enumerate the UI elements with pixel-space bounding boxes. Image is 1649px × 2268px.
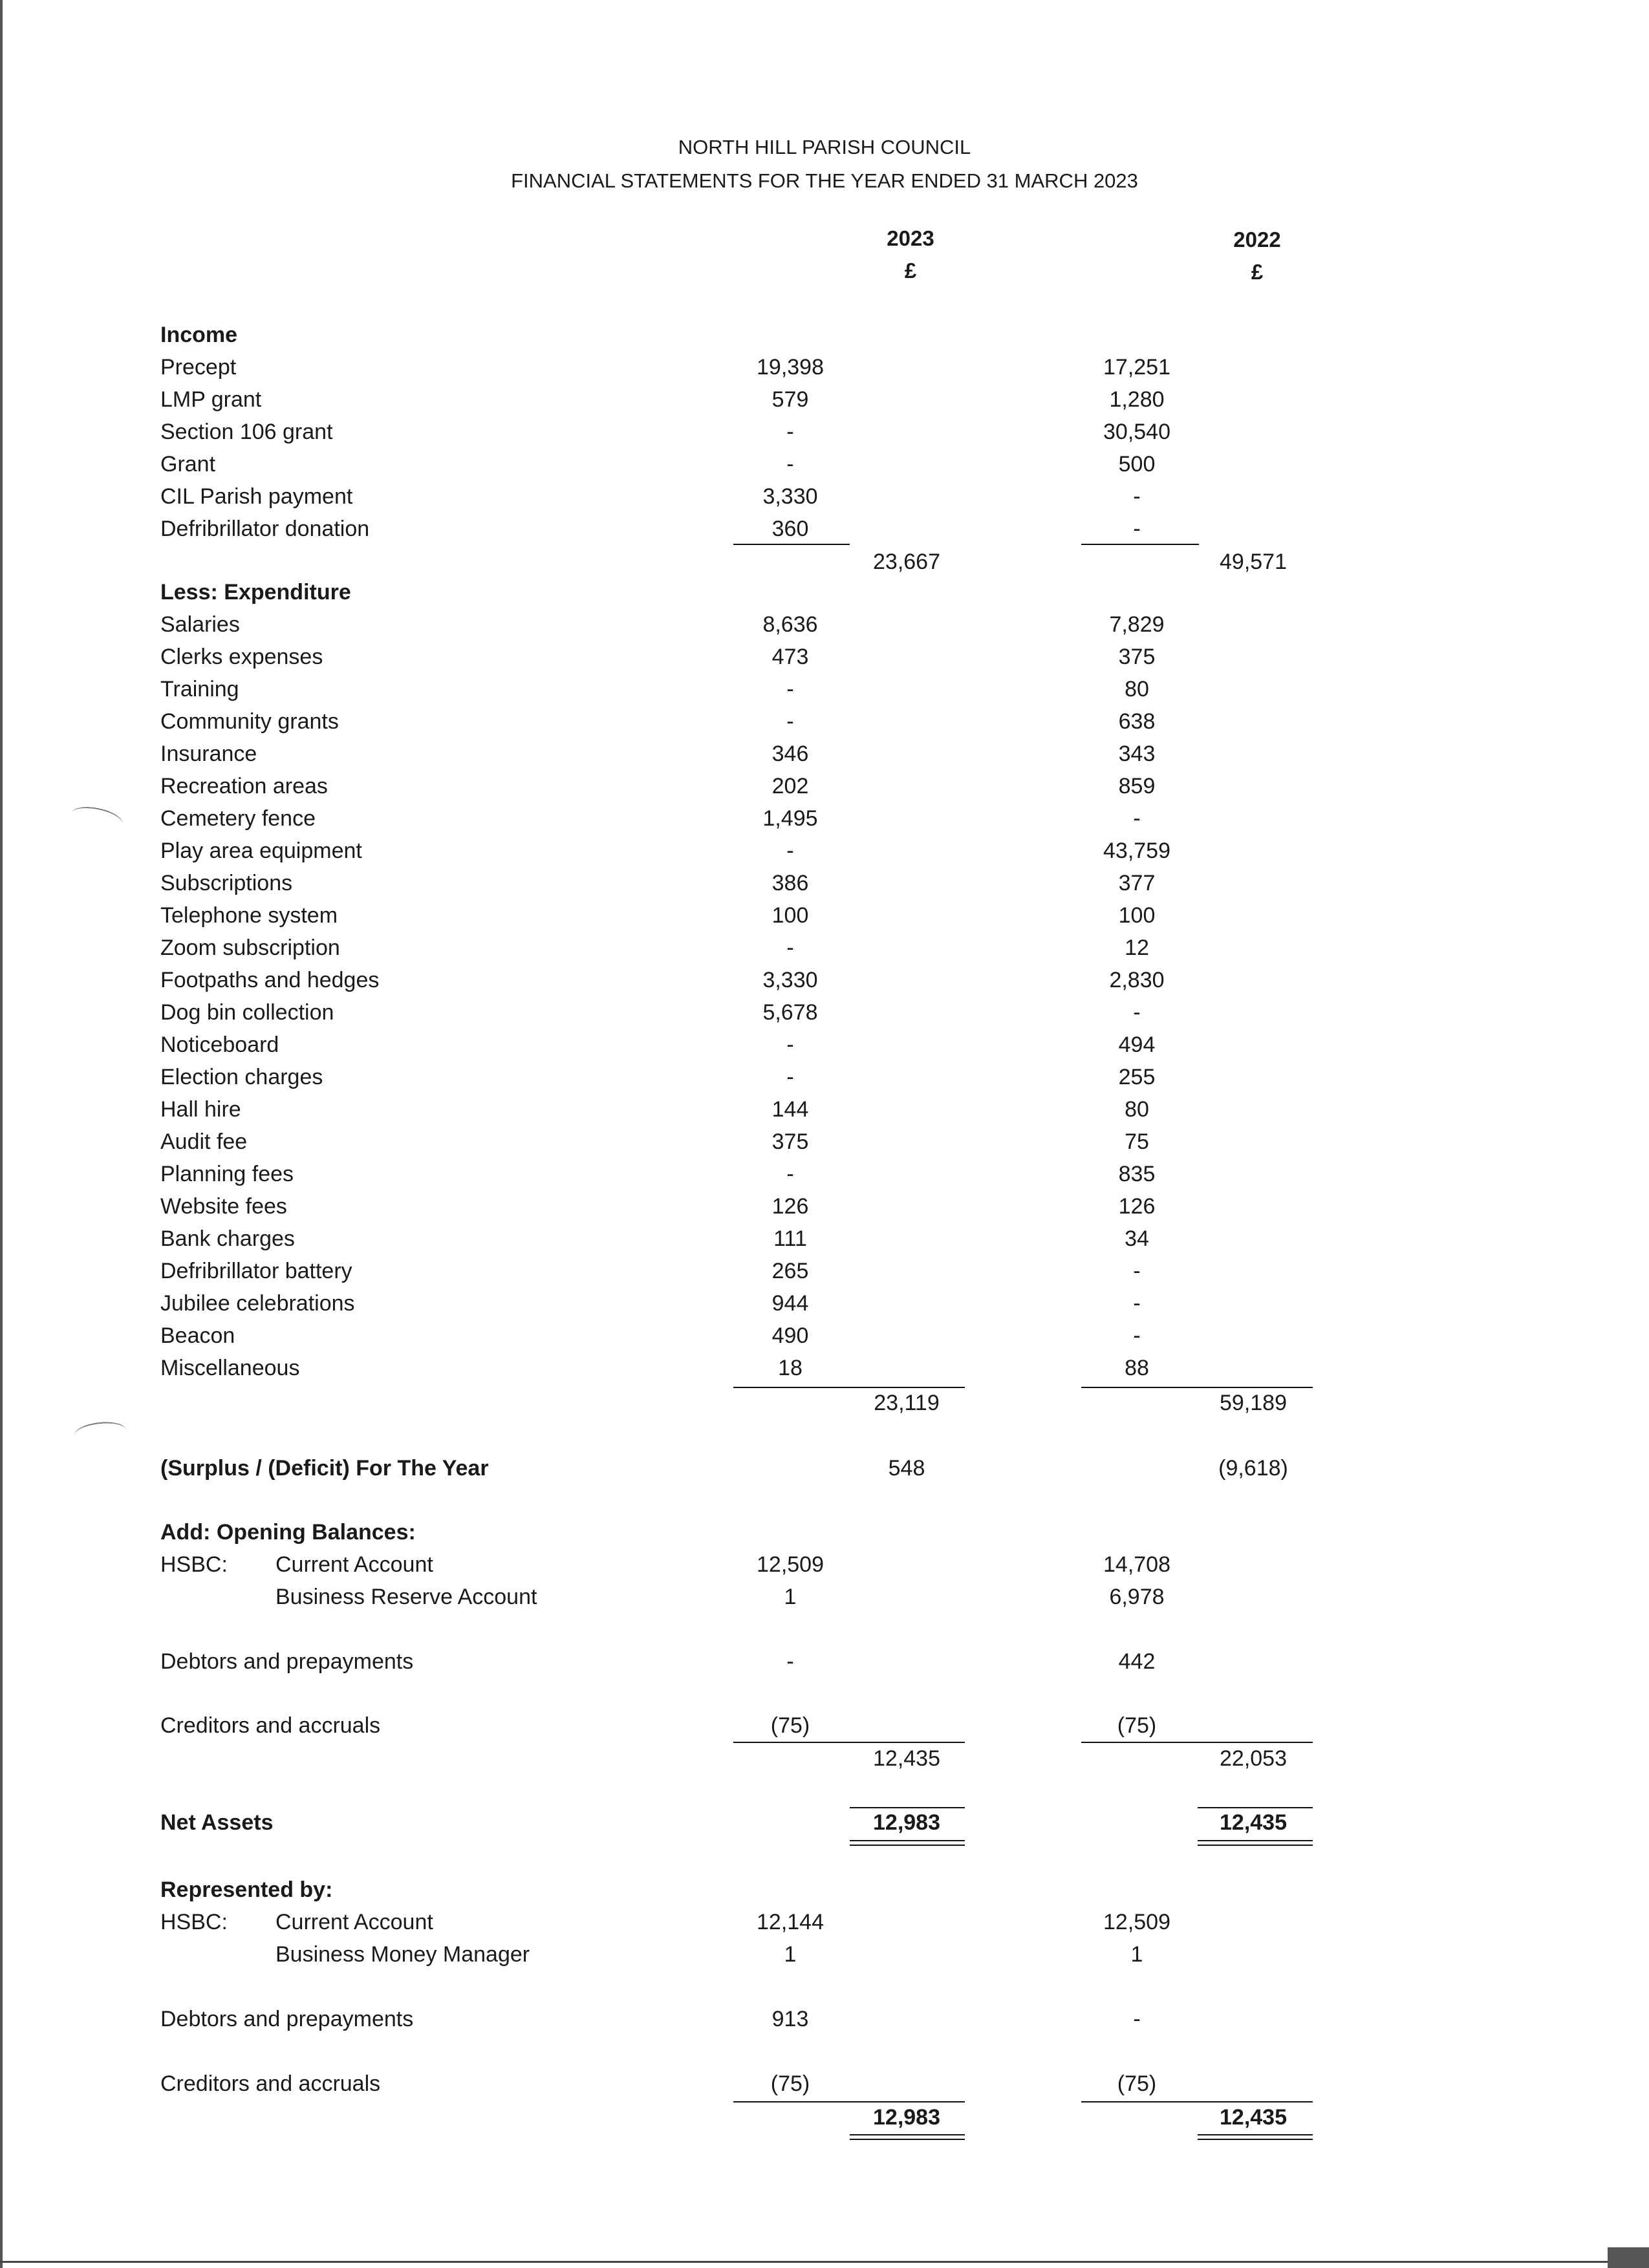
line-item-label: Insurance — [160, 742, 257, 766]
line-item-row — [0, 1291, 1649, 1323]
line-item-row — [0, 968, 1649, 1000]
section-heading-row — [0, 323, 1649, 355]
value-2022: 1,280 — [1109, 387, 1165, 412]
value-2023: 1,495 — [762, 806, 818, 831]
value-2022: 375 — [1118, 645, 1156, 669]
value-2022: 12 — [1125, 936, 1149, 960]
line-item-label: Planning fees — [160, 1162, 294, 1186]
line-item-row — [0, 1226, 1649, 1259]
account-label: Current Account — [275, 1910, 433, 1934]
value-2022: 255 — [1118, 1065, 1156, 1089]
subtotal-rule — [733, 2101, 965, 2102]
value-2022: 377 — [1118, 871, 1156, 895]
expenditure-total-row — [0, 1391, 1649, 1423]
value-2022: 343 — [1118, 742, 1156, 766]
column-header-2023: 2023 — [887, 226, 934, 250]
value-2023: 386 — [771, 871, 809, 895]
line-item-row — [0, 1323, 1649, 1356]
line-item-row — [0, 1065, 1649, 1097]
document-title: NORTH HILL PARISH COUNCIL — [678, 136, 971, 158]
line-item-row — [0, 871, 1649, 903]
subtotal-rule — [1081, 544, 1199, 545]
total-top-rule — [850, 1807, 965, 1808]
value-2023: 1 — [784, 1585, 797, 1609]
account-label: Current Account — [275, 1552, 433, 1577]
line-item-label: Miscellaneous — [160, 1356, 300, 1380]
opening-total-row — [0, 1746, 1649, 1779]
value-2023: - — [786, 420, 794, 444]
line-item-row — [0, 612, 1649, 645]
line-item-row — [0, 677, 1649, 709]
subtotal-rule — [1081, 2101, 1313, 2102]
line-item-label: Debtors and prepayments — [160, 2007, 414, 2031]
opening-creditors-row — [0, 1713, 1649, 1746]
subtotal-rule — [733, 1387, 965, 1388]
value-2023: 144 — [771, 1097, 809, 1122]
value-2022: (75) — [1117, 1713, 1157, 1738]
value-2023: (75) — [770, 1713, 810, 1738]
value-2023: - — [786, 1162, 794, 1186]
line-item-row — [0, 1259, 1649, 1291]
value-2022: 100 — [1118, 903, 1156, 928]
expenditure-total-2023: 23,119 — [874, 1391, 940, 1415]
line-item-label: Section 106 grant — [160, 420, 333, 444]
opening-total-2022: 22,053 — [1220, 1746, 1287, 1771]
line-item-row — [0, 645, 1649, 677]
line-item-row — [0, 742, 1649, 774]
line-item-row — [0, 355, 1649, 387]
value-2022: 2,830 — [1109, 968, 1165, 992]
line-item-label: Dog bin collection — [160, 1000, 334, 1025]
value-2022: 88 — [1125, 1356, 1149, 1380]
value-2023: 12,144 — [757, 1910, 824, 1934]
surplus-2022: (9,618) — [1218, 1456, 1288, 1481]
line-item-label: Election charges — [160, 1065, 323, 1089]
line-item-label: Debtors and prepayments — [160, 1649, 414, 1674]
value-2022: - — [1133, 1291, 1141, 1316]
value-2023: 5,678 — [762, 1000, 818, 1025]
bank-label: HSBC: — [160, 1552, 228, 1577]
line-item-label: Defribrillator donation — [160, 517, 370, 541]
value-2023: - — [786, 1649, 794, 1674]
net-assets-label: Net Assets — [160, 1810, 274, 1835]
value-2023: 913 — [771, 2007, 809, 2031]
line-item-label: Footpaths and hedges — [160, 968, 380, 992]
double-underline — [850, 1840, 965, 1846]
line-item-label: Precept — [160, 355, 237, 380]
line-item-label: Audit fee — [160, 1129, 248, 1154]
represented-by-heading: Represented by: — [160, 1878, 333, 1902]
surplus-label: (Surplus / (Deficit) For The Year — [160, 1456, 489, 1481]
value-2023: 3,330 — [762, 968, 818, 992]
value-2022: 638 — [1118, 709, 1156, 734]
subtotal-rule — [1081, 1742, 1313, 1743]
line-item-label: Clerks expenses — [160, 645, 323, 669]
value-2023: 126 — [771, 1194, 809, 1219]
represented-debtors-row — [0, 2007, 1649, 2039]
double-underline — [1198, 1840, 1313, 1846]
line-item-row — [0, 452, 1649, 484]
value-2022: 80 — [1125, 1097, 1149, 1122]
value-2022: 126 — [1118, 1194, 1156, 1219]
line-item-row — [0, 484, 1649, 517]
currency-header-2023: £ — [904, 259, 917, 283]
account-label: Business Money Manager — [275, 1942, 530, 1967]
line-item-row — [0, 1356, 1649, 1388]
line-item-row — [0, 774, 1649, 806]
value-2022: - — [1133, 806, 1141, 831]
value-2023: 202 — [771, 774, 809, 798]
value-2023: - — [786, 452, 794, 476]
line-item-label: Creditors and accruals — [160, 1713, 381, 1738]
value-2023: 18 — [778, 1356, 803, 1380]
value-2022: - — [1133, 2007, 1141, 2031]
net-assets-2023: 12,983 — [873, 1810, 940, 1835]
value-2023: 579 — [771, 387, 809, 412]
line-item-label: Subscriptions — [160, 871, 293, 895]
represented-creditors-row — [0, 2071, 1649, 2104]
value-2022: 835 — [1118, 1162, 1156, 1186]
value-2022: - — [1133, 1323, 1141, 1348]
income-heading: Income — [160, 323, 238, 347]
opening-debtors-row — [0, 1649, 1649, 1682]
value-2022: 75 — [1125, 1129, 1149, 1154]
line-item-label: Hall hire — [160, 1097, 241, 1122]
line-item-label: Website fees — [160, 1194, 287, 1219]
value-2022: 34 — [1125, 1226, 1149, 1251]
subtotal-rule — [1081, 1387, 1313, 1388]
value-2022: 43,759 — [1103, 839, 1170, 863]
value-2022: 14,708 — [1103, 1552, 1170, 1577]
line-item-row — [0, 387, 1649, 420]
represented-total-row — [0, 2105, 1649, 2137]
line-item-row — [0, 1194, 1649, 1226]
value-2023: 19,398 — [757, 355, 824, 380]
line-item-label: Community grants — [160, 709, 339, 734]
value-2023: 265 — [771, 1259, 809, 1283]
opening-current-row — [0, 1552, 1649, 1585]
value-2023: - — [786, 839, 794, 863]
line-item-label: Telephone system — [160, 903, 338, 928]
line-item-label: Cemetery fence — [160, 806, 316, 831]
line-item-label: Zoom subscription — [160, 936, 340, 960]
value-2022: - — [1133, 1000, 1141, 1025]
value-2023: - — [786, 1032, 794, 1057]
bank-label: HSBC: — [160, 1910, 228, 1934]
line-item-label: Defribrillator battery — [160, 1259, 352, 1283]
document-subtitle: FINANCIAL STATEMENTS FOR THE YEAR ENDED 31 MARCH 2023 — [511, 169, 1138, 192]
represented-total-2022: 12,435 — [1220, 2105, 1287, 2130]
line-item-label: Play area equipment — [160, 839, 362, 863]
value-2023: 12,509 — [757, 1552, 824, 1577]
line-item-row — [0, 903, 1649, 936]
line-item-label: Creditors and accruals — [160, 2071, 381, 2096]
surplus-row — [0, 1456, 1649, 1488]
line-item-row — [0, 420, 1649, 452]
represented-current-row — [0, 1910, 1649, 1942]
column-header-2022: 2022 — [1233, 228, 1281, 251]
value-2022: 80 — [1125, 677, 1149, 701]
line-item-row — [0, 1162, 1649, 1194]
line-item-label: LMP grant — [160, 387, 262, 412]
line-item-row — [0, 1000, 1649, 1032]
value-2023: 490 — [771, 1323, 809, 1348]
subtotal-rule — [733, 1742, 965, 1743]
value-2023: 375 — [771, 1129, 809, 1154]
line-item-label: Grant — [160, 452, 216, 476]
value-2022: 500 — [1118, 452, 1156, 476]
line-item-label: Beacon — [160, 1323, 235, 1348]
net-assets-row — [0, 1810, 1649, 1843]
value-2022: 1 — [1130, 1942, 1143, 1967]
opening-balances-heading: Add: Opening Balances: — [160, 1520, 416, 1545]
opening-reserve-row — [0, 1585, 1649, 1617]
value-2022: - — [1133, 484, 1141, 509]
value-2022: 30,540 — [1103, 420, 1170, 444]
value-2022: (75) — [1117, 2071, 1157, 2096]
line-item-label: Recreation areas — [160, 774, 328, 798]
line-item-label: Bank charges — [160, 1226, 295, 1251]
opening-total-2023: 12,435 — [873, 1746, 940, 1771]
currency-header-2022: £ — [1251, 260, 1264, 284]
represented-total-2023: 12,983 — [873, 2105, 940, 2130]
value-2022: - — [1133, 517, 1141, 541]
value-2023: 3,330 — [762, 484, 818, 509]
income-total-row — [0, 550, 1649, 582]
double-underline — [850, 2134, 965, 2140]
value-2022: 12,509 — [1103, 1910, 1170, 1934]
line-item-row — [0, 709, 1649, 742]
expenditure-heading: Less: Expenditure — [160, 580, 351, 604]
expenditure-total-2022: 59,189 — [1220, 1391, 1287, 1415]
line-item-row — [0, 839, 1649, 871]
value-2023: 944 — [771, 1291, 809, 1316]
line-item-row — [0, 1097, 1649, 1129]
represented-manager-row — [0, 1942, 1649, 1974]
value-2023: 111 — [773, 1226, 807, 1251]
value-2022: 494 — [1118, 1032, 1156, 1057]
line-item-label: Jubilee celebrations — [160, 1291, 355, 1316]
line-item-label: Salaries — [160, 612, 240, 637]
line-item-row — [0, 806, 1649, 839]
account-label: Business Reserve Account — [275, 1585, 537, 1609]
value-2022: - — [1133, 1259, 1141, 1283]
line-item-row — [0, 1032, 1649, 1065]
value-2023: 346 — [771, 742, 809, 766]
income-total-2023: 23,667 — [873, 550, 940, 574]
section-heading-row — [0, 1878, 1649, 1910]
value-2023: - — [786, 709, 794, 734]
net-assets-2022: 12,435 — [1220, 1810, 1287, 1835]
subtotal-rule — [733, 544, 850, 545]
value-2023: 8,636 — [762, 612, 818, 637]
surplus-2023: 548 — [888, 1456, 925, 1481]
value-2022: 7,829 — [1109, 612, 1165, 637]
value-2022: 17,251 — [1103, 355, 1170, 380]
value-2023: 473 — [771, 645, 809, 669]
value-2023: 100 — [771, 903, 809, 928]
value-2023: 360 — [771, 517, 809, 541]
line-item-row — [0, 936, 1649, 968]
income-total-2022: 49,571 — [1220, 550, 1287, 574]
line-item-label: Training — [160, 677, 239, 701]
double-underline — [1198, 2134, 1313, 2140]
value-2023: - — [786, 1065, 794, 1089]
value-2023: - — [786, 936, 794, 960]
value-2022: 6,978 — [1109, 1585, 1165, 1609]
value-2023: - — [786, 677, 794, 701]
line-item-label: CIL Parish payment — [160, 484, 353, 509]
section-heading-row — [0, 1520, 1649, 1552]
value-2023: (75) — [770, 2071, 810, 2096]
value-2022: 859 — [1118, 774, 1156, 798]
line-item-row — [0, 1129, 1649, 1162]
value-2022: 442 — [1118, 1649, 1156, 1674]
section-heading-row — [0, 580, 1649, 612]
line-item-label: Noticeboard — [160, 1032, 279, 1057]
total-top-rule — [1198, 1807, 1313, 1808]
value-2023: 1 — [784, 1942, 797, 1967]
